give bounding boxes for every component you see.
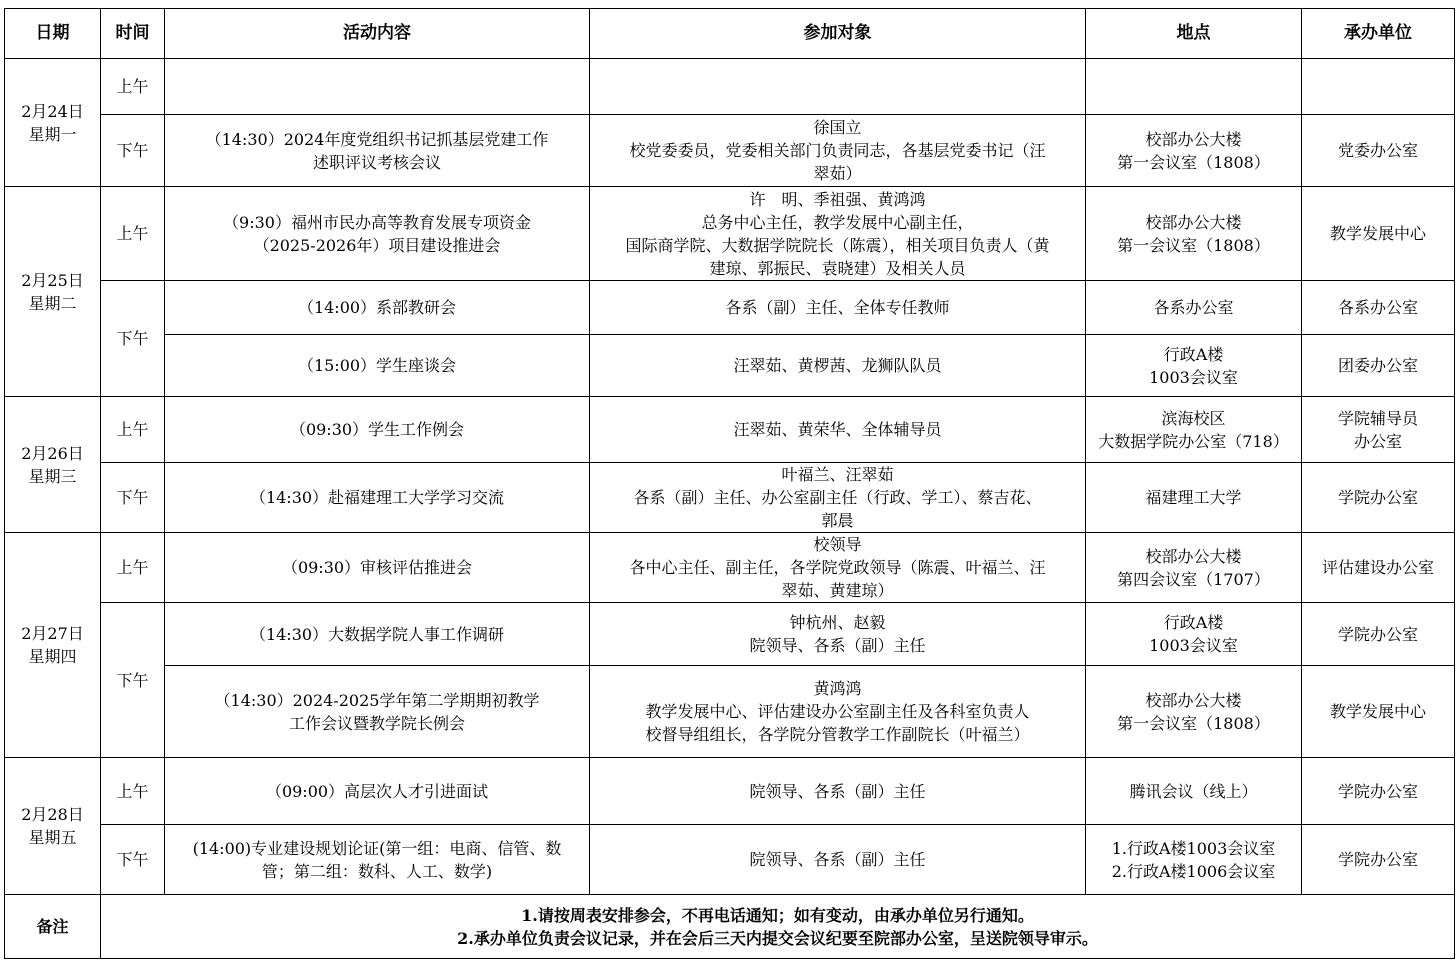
- weekday-text: 星期五: [28, 828, 77, 847]
- cell-line: 翠茹）: [813, 164, 862, 183]
- cell-line: （14:30）2024-2025学年第二学期期初教学: [214, 690, 540, 710]
- cell-line: （14:30）赴福建理工大学学习交流: [249, 488, 505, 507]
- cell-line: 各中心主任、副主任，各学院党政领导（陈震、叶福兰、汪: [629, 558, 1046, 577]
- table-row: [5, 666, 1455, 758]
- header-participants: 参加对象: [590, 9, 1086, 59]
- cell-line: 翠茹、黄建琼）: [781, 581, 894, 600]
- cell-line: 第一会议室（1808）: [1117, 235, 1270, 255]
- cell-line: 郭晨: [821, 511, 854, 530]
- organizer-cell: [1302, 666, 1455, 758]
- organizer-cell: [1302, 115, 1455, 187]
- activity-cell: [165, 397, 590, 463]
- location-cell: [1086, 281, 1302, 335]
- cell-line: 管；第二组：数科、人工、数学): [261, 861, 493, 881]
- weekday-text: 星期一: [28, 124, 77, 144]
- location-cell: [1086, 397, 1302, 463]
- header-date: 日期: [5, 9, 101, 59]
- cell-line: 校部办公大楼: [1145, 212, 1242, 232]
- cell-line: 学院办公室: [1337, 488, 1418, 507]
- cell-line: 第一会议室（1808）: [1117, 713, 1270, 733]
- table-row: [5, 758, 1455, 825]
- organizer-cell: [1302, 825, 1455, 895]
- cell-line: 国际商学院、大数据学院院长（陈震），相关项目负责人（黄: [625, 235, 1050, 255]
- time-cell: 下午: [101, 463, 165, 533]
- cell-line: （09:30）审核评估推进会: [281, 558, 473, 577]
- participants-cell: [590, 825, 1086, 895]
- activity-cell: [165, 59, 590, 115]
- cell-line: 福建理工大学: [1145, 488, 1242, 507]
- location-cell: [1086, 59, 1302, 115]
- header-activity: 活动内容: [165, 9, 590, 59]
- time-cell: 下午: [101, 115, 165, 187]
- participants-cell: [590, 666, 1086, 758]
- date-cell: [5, 533, 101, 758]
- organizer-cell: [1302, 397, 1455, 463]
- activity-cell: [165, 603, 590, 666]
- cell-line: 黄鸿鸿: [813, 679, 862, 698]
- location-cell: [1086, 533, 1302, 603]
- cell-line: 校部办公大楼: [1145, 129, 1242, 149]
- cell-line: 校领导: [813, 535, 862, 554]
- date-text: 2月28日: [21, 805, 84, 824]
- header-row: [5, 9, 1455, 59]
- location-cell: [1086, 603, 1302, 666]
- cell-line: 院领导、各系（副）主任: [749, 850, 926, 869]
- date-text: 2月26日: [21, 443, 84, 463]
- table-row: [5, 533, 1455, 603]
- cell-line: 许 明、季祖强、黄鸿鸿: [749, 189, 926, 209]
- cell-line: 总务中心主任，教学发展中心副主任，: [701, 212, 974, 232]
- cell-line: （09:30）学生工作例会: [289, 420, 465, 439]
- cell-line: 述职评议考核会议: [312, 152, 441, 172]
- cell-line: 第一会议室（1808）: [1117, 152, 1270, 172]
- note-line: 2.承办单位负责会议记录，并在会后三天内提交会议纪要至院部办公室，呈送院领导审示。: [457, 928, 1098, 948]
- location-cell: [1086, 463, 1302, 533]
- participants-cell: [590, 758, 1086, 825]
- cell-line: 1003会议室: [1149, 367, 1238, 387]
- table-row: [5, 825, 1455, 895]
- cell-line: 大数据学院办公室（718）: [1098, 431, 1289, 451]
- cell-line: （15:00）学生座谈会: [297, 356, 457, 375]
- cell-line: （14:00）系部教研会: [297, 298, 457, 317]
- table-row: [5, 463, 1455, 533]
- time-cell: 上午: [101, 533, 165, 603]
- time-cell: 下午: [101, 825, 165, 895]
- table-row: [5, 335, 1455, 397]
- activity-cell: [165, 463, 590, 533]
- activity-cell: [165, 666, 590, 758]
- time-cell: 上午: [101, 758, 165, 825]
- cell-line: 教学发展中心: [1329, 702, 1426, 721]
- cell-line: 团委办公室: [1337, 356, 1418, 375]
- activity-cell: [165, 533, 590, 603]
- cell-line: 2.行政A楼1006会议室: [1111, 861, 1276, 881]
- participants-cell: [590, 115, 1086, 187]
- table-row: [5, 397, 1455, 463]
- time-cell: 上午: [101, 59, 165, 115]
- table-row: [5, 59, 1455, 115]
- location-cell: [1086, 825, 1302, 895]
- date-text: 2月24日: [21, 101, 84, 121]
- organizer-cell: [1302, 758, 1455, 825]
- time-cell: 上午: [101, 187, 165, 281]
- organizer-cell: [1302, 187, 1455, 281]
- date-cell: [5, 59, 101, 187]
- cell-line: 学院辅导员: [1337, 408, 1418, 428]
- activity-cell: [165, 281, 590, 335]
- participants-cell: [590, 397, 1086, 463]
- header-time: 时间: [101, 9, 165, 59]
- cell-line: 院领导、各系（副）主任: [749, 781, 926, 801]
- weekday-text: 星期四: [28, 647, 77, 666]
- participants-cell: [590, 463, 1086, 533]
- cell-line: 行政A楼: [1163, 613, 1224, 632]
- participants-cell: [590, 603, 1086, 666]
- cell-line: （14:30）2024年度党组织书记抓基层党建工作: [205, 129, 549, 149]
- cell-line: 校部办公大楼: [1145, 546, 1242, 566]
- cell-line: 学院办公室: [1337, 781, 1418, 801]
- organizer-cell: [1302, 533, 1455, 603]
- cell-line: 各系（副）主任、办公室副主任（行政、学工）、蔡吉花、: [633, 488, 1042, 507]
- weekday-text: 星期二: [28, 293, 77, 313]
- cell-line: 建琼、郭振民、袁晓建）及相关人员: [709, 258, 966, 278]
- table-row: [5, 281, 1455, 335]
- cell-line: 各系办公室: [1337, 298, 1418, 317]
- cell-line: 学院办公室: [1337, 850, 1418, 869]
- cell-line: 钟杭州、赵毅: [789, 613, 886, 632]
- participants-cell: [590, 59, 1086, 115]
- cell-line: 徐国立: [813, 118, 862, 137]
- participants-cell: [590, 281, 1086, 335]
- location-cell: [1086, 187, 1302, 281]
- date-text: 2月27日: [21, 624, 84, 643]
- participants-cell: [590, 187, 1086, 281]
- header-organizer: 承办单位: [1302, 9, 1455, 59]
- organizer-cell: [1302, 335, 1455, 397]
- notes-label: 备注: [5, 895, 101, 959]
- cell-line: 教学发展中心、评估建设办公室副主任及各科室负责人: [645, 702, 1030, 721]
- note-line: 1.请按周表安排参会，不再电话通知；如有变动，由承办单位另行通知。: [521, 905, 1034, 925]
- table-row: [5, 603, 1455, 666]
- cell-line: 院领导、各系（副）主任: [749, 636, 926, 655]
- activity-cell: [165, 758, 590, 825]
- cell-line: 评估建设办公室: [1321, 558, 1434, 577]
- weekday-text: 星期三: [28, 466, 77, 486]
- date-cell: [5, 397, 101, 533]
- cell-line: 滨海校区: [1161, 408, 1226, 428]
- cell-line: （2025-2026年）项目建设推进会: [253, 235, 501, 255]
- cell-line: 校党委委员，党委相关部门负责同志，各基层党委书记（汪: [629, 141, 1046, 160]
- activity-cell: [165, 335, 590, 397]
- cell-line: 校督导组组长，各学院分管教学工作副院长（叶福兰）: [645, 725, 1030, 744]
- table-row: [5, 187, 1455, 281]
- activity-cell: [165, 825, 590, 895]
- location-cell: [1086, 758, 1302, 825]
- cell-line: 各系办公室: [1153, 298, 1234, 317]
- cell-line: （14:30）大数据学院人事工作调研: [249, 624, 505, 644]
- organizer-cell: [1302, 281, 1455, 335]
- cell-line: 党委办公室: [1337, 141, 1418, 160]
- activity-cell: [165, 115, 590, 187]
- date-cell: [5, 187, 101, 397]
- participants-cell: [590, 533, 1086, 603]
- time-cell: 上午: [101, 397, 165, 463]
- cell-line: （9:30）福州市民办高等教育发展专项资金: [223, 212, 531, 232]
- cell-line: 办公室: [1353, 431, 1402, 451]
- participants-cell: [590, 335, 1086, 397]
- activity-cell: [165, 187, 590, 281]
- table-row: [5, 115, 1455, 187]
- cell-line: 汪翠茹、黄荣华、全体辅导员: [733, 420, 942, 439]
- location-cell: [1086, 335, 1302, 397]
- cell-line: 校部办公大楼: [1145, 690, 1242, 710]
- organizer-cell: [1302, 463, 1455, 533]
- cell-line: 1.行政A楼1003会议室: [1111, 838, 1276, 858]
- cell-line: 各系（副）主任、全体专任教师: [725, 298, 950, 317]
- time-cell: 下午: [101, 281, 165, 397]
- organizer-cell: [1302, 59, 1455, 115]
- weekly-schedule-table: [4, 8, 1455, 959]
- cell-line: 汪翠茹、黄椤茜、龙狮队队员: [733, 356, 942, 375]
- location-cell: [1086, 115, 1302, 187]
- cell-line: （09:00）高层次人才引进面试: [265, 781, 489, 801]
- organizer-cell: [1302, 603, 1455, 666]
- location-cell: [1086, 666, 1302, 758]
- cell-line: (14:00)专业建设规划论证(第一组：电商、信管、数: [192, 838, 562, 858]
- cell-line: 学院办公室: [1337, 624, 1418, 644]
- cell-line: 行政A楼: [1163, 344, 1224, 364]
- notes-row: [5, 895, 1455, 959]
- date-cell: [5, 758, 101, 895]
- cell-line: 第四会议室（1707）: [1117, 569, 1270, 589]
- date-text: 2月25日: [21, 270, 84, 290]
- notes-content: [101, 895, 1455, 959]
- cell-line: 教学发展中心: [1329, 224, 1426, 243]
- time-cell: 下午: [101, 603, 165, 758]
- header-location: 地点: [1086, 9, 1302, 59]
- cell-line: 叶福兰、汪翠茹: [781, 465, 894, 484]
- cell-line: 工作会议暨教学院长例会: [288, 713, 465, 733]
- cell-line: 腾讯会议（线上）: [1129, 781, 1258, 801]
- cell-line: 1003会议室: [1149, 636, 1238, 655]
